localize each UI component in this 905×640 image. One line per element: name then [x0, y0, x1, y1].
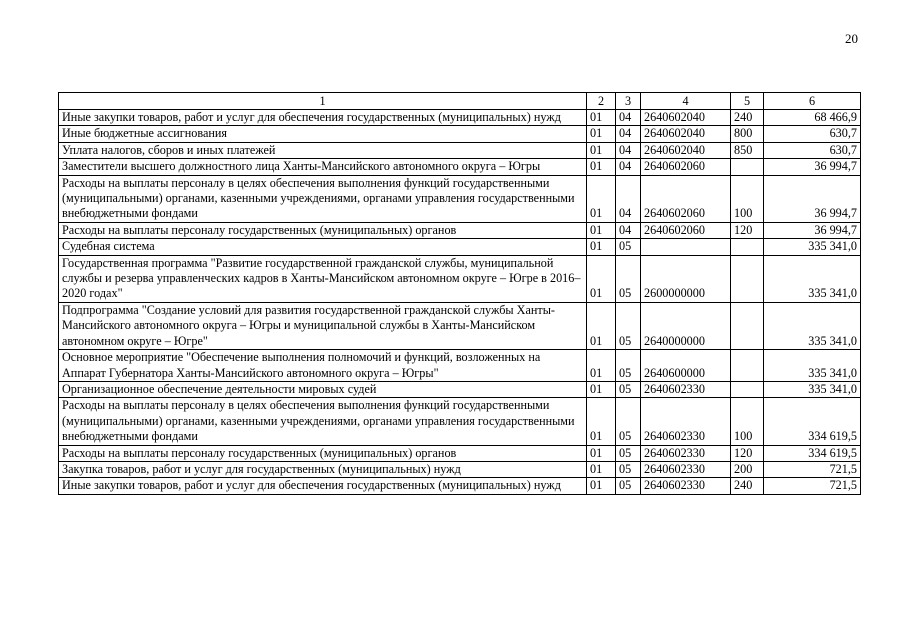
expense-type-cell: 850	[731, 142, 764, 158]
column-header: 3	[616, 93, 641, 110]
table-row	[59, 350, 861, 382]
target-article-cell: 2640602060	[641, 159, 731, 175]
table-row	[59, 126, 861, 142]
subsection-code-cell: 04	[616, 126, 641, 142]
row-name-cell: Иные закупки товаров, работ и услуг для обеспечения государственных (муниципальных) нужд	[59, 110, 587, 126]
target-article-cell: 2640602330	[641, 381, 731, 397]
table-row	[59, 302, 861, 349]
expense-type-cell: 240	[731, 110, 764, 126]
target-article-cell: 2640602330	[641, 478, 731, 494]
amount-cell: 335 341,0	[764, 350, 861, 382]
subsection-code-cell: 05	[616, 255, 641, 302]
expense-type-cell: 200	[731, 461, 764, 477]
table-row	[59, 142, 861, 158]
expense-type-cell	[731, 302, 764, 349]
target-article-cell: 2640602330	[641, 398, 731, 445]
expense-type-cell	[731, 159, 764, 175]
column-header: 6	[764, 93, 861, 110]
section-code-cell: 01	[587, 478, 616, 494]
target-article-cell: 2640000000	[641, 302, 731, 349]
column-header: 2	[587, 93, 616, 110]
section-code-cell: 01	[587, 159, 616, 175]
row-name-cell: Расходы на выплаты персоналу в целях обеспечения выполнения функций государственными (муниципальными) органами, казенными учреждениями, органами управления государственными внебюджетными фондами	[59, 175, 587, 222]
table-row	[59, 461, 861, 477]
expense-type-cell: 120	[731, 445, 764, 461]
section-code-cell: 01	[587, 255, 616, 302]
expense-type-cell	[731, 239, 764, 255]
amount-cell: 334 619,5	[764, 398, 861, 445]
subsection-code-cell: 04	[616, 159, 641, 175]
subsection-code-cell: 05	[616, 239, 641, 255]
expense-type-cell	[731, 381, 764, 397]
table-row	[59, 159, 861, 175]
expense-type-cell: 800	[731, 126, 764, 142]
column-header: 5	[731, 93, 764, 110]
subsection-code-cell: 05	[616, 302, 641, 349]
target-article-cell: 2640602330	[641, 445, 731, 461]
target-article-cell	[641, 239, 731, 255]
amount-cell: 721,5	[764, 478, 861, 494]
column-header: 4	[641, 93, 731, 110]
section-code-cell: 01	[587, 175, 616, 222]
table-row	[59, 478, 861, 494]
table-row	[59, 381, 861, 397]
table-row	[59, 445, 861, 461]
row-name-cell: Государственная программа "Развитие государственной гражданской службы, муниципальной службы и резерва управленческих кадров в Ханты-Мансийском автономном округе – Югре в 2016–2020 годах"	[59, 255, 587, 302]
expense-type-cell: 100	[731, 398, 764, 445]
target-article-cell: 2640602330	[641, 461, 731, 477]
row-name-cell: Судебная система	[59, 239, 587, 255]
amount-cell: 36 994,7	[764, 159, 861, 175]
subsection-code-cell: 05	[616, 478, 641, 494]
row-name-cell: Иные закупки товаров, работ и услуг для обеспечения государственных (муниципальных) нужд	[59, 478, 587, 494]
row-name-cell: Расходы на выплаты персоналу в целях обеспечения выполнения функций государственными (муниципальными) органами, казенными учреждениями, органами управления государственными внебюджетными фондами	[59, 398, 587, 445]
target-article-cell: 2640602040	[641, 142, 731, 158]
amount-cell: 630,7	[764, 142, 861, 158]
target-article-cell: 2640600000	[641, 350, 731, 382]
expense-type-cell	[731, 350, 764, 382]
section-code-cell: 01	[587, 110, 616, 126]
amount-cell: 721,5	[764, 461, 861, 477]
section-code-cell: 01	[587, 350, 616, 382]
budget-table	[58, 92, 861, 495]
amount-cell: 36 994,7	[764, 175, 861, 222]
table-header-row	[59, 93, 861, 110]
row-name-cell: Расходы на выплаты персоналу государственных (муниципальных) органов	[59, 222, 587, 238]
table-row	[59, 239, 861, 255]
amount-cell: 68 466,9	[764, 110, 861, 126]
row-name-cell: Закупка товаров, работ и услуг для государственных (муниципальных) нужд	[59, 461, 587, 477]
column-header: 1	[59, 93, 587, 110]
target-article-cell: 2640602060	[641, 222, 731, 238]
subsection-code-cell: 05	[616, 381, 641, 397]
row-name-cell: Подпрограмма "Создание условий для развития государственной гражданской службы Ханты-Мансийского автономного округа – Югры и муниципальной службы в Ханты-Мансийском автономном округе – Югре"	[59, 302, 587, 349]
subsection-code-cell: 05	[616, 398, 641, 445]
amount-cell: 334 619,5	[764, 445, 861, 461]
subsection-code-cell: 04	[616, 222, 641, 238]
section-code-cell: 01	[587, 445, 616, 461]
subsection-code-cell: 04	[616, 142, 641, 158]
amount-cell: 630,7	[764, 126, 861, 142]
amount-cell: 335 341,0	[764, 302, 861, 349]
table-row	[59, 398, 861, 445]
page-number: 20	[845, 31, 858, 46]
target-article-cell: 2640602040	[641, 126, 731, 142]
table-row	[59, 255, 861, 302]
section-code-cell: 01	[587, 302, 616, 349]
table-row	[59, 175, 861, 222]
table-body	[59, 110, 861, 495]
subsection-code-cell: 05	[616, 445, 641, 461]
section-code-cell: 01	[587, 142, 616, 158]
section-code-cell: 01	[587, 239, 616, 255]
section-code-cell: 01	[587, 461, 616, 477]
amount-cell: 335 341,0	[764, 255, 861, 302]
amount-cell: 36 994,7	[764, 222, 861, 238]
section-code-cell: 01	[587, 381, 616, 397]
row-name-cell: Заместители высшего должностного лица Ханты-Мансийского автономного округа – Югры	[59, 159, 587, 175]
expense-type-cell: 100	[731, 175, 764, 222]
subsection-code-cell: 05	[616, 350, 641, 382]
row-name-cell: Организационное обеспечение деятельности мировых судей	[59, 381, 587, 397]
expense-type-cell	[731, 255, 764, 302]
expense-type-cell: 120	[731, 222, 764, 238]
subsection-code-cell: 04	[616, 110, 641, 126]
table-row	[59, 222, 861, 238]
section-code-cell: 01	[587, 222, 616, 238]
row-name-cell: Уплата налогов, сборов и иных платежей	[59, 142, 587, 158]
subsection-code-cell: 04	[616, 175, 641, 222]
amount-cell: 335 341,0	[764, 239, 861, 255]
row-name-cell: Иные бюджетные ассигнования	[59, 126, 587, 142]
target-article-cell: 2600000000	[641, 255, 731, 302]
row-name-cell: Расходы на выплаты персоналу государственных (муниципальных) органов	[59, 445, 587, 461]
amount-cell: 335 341,0	[764, 381, 861, 397]
section-code-cell: 01	[587, 398, 616, 445]
expense-type-cell: 240	[731, 478, 764, 494]
row-name-cell: Основное мероприятие "Обеспечение выполнения полномочий и функций, возложенных на Аппарат Губернатора Ханты-Мансийского автономного округа – Югры"	[59, 350, 587, 382]
target-article-cell: 2640602040	[641, 110, 731, 126]
section-code-cell: 01	[587, 126, 616, 142]
table-row	[59, 110, 861, 126]
subsection-code-cell: 05	[616, 461, 641, 477]
target-article-cell: 2640602060	[641, 175, 731, 222]
